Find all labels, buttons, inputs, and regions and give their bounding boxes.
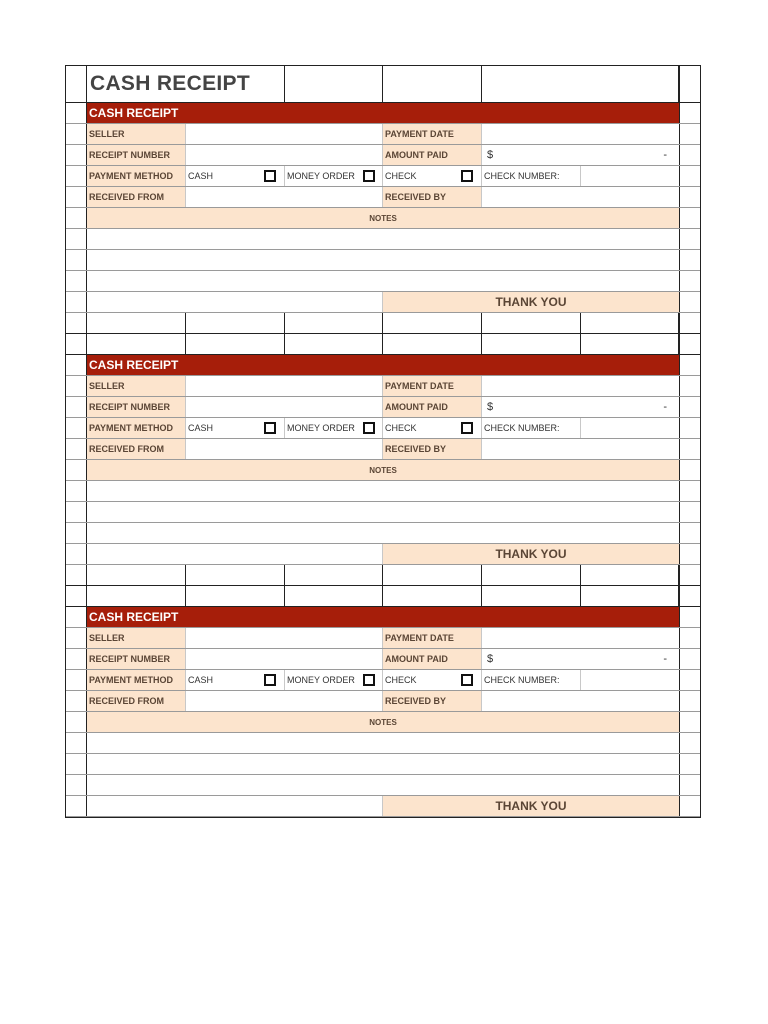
spacer-cell	[383, 334, 482, 354]
payment-date-field[interactable]	[482, 628, 679, 648]
notes-line-row	[66, 775, 700, 796]
check-number-label: CHECK NUMBER:	[482, 418, 581, 438]
spacer-cell	[383, 586, 482, 606]
right-margin-cell	[679, 775, 700, 795]
left-margin-cell	[66, 733, 87, 753]
spacer-cell	[285, 565, 383, 585]
cash-option	[186, 670, 285, 690]
left-margin-cell	[66, 355, 87, 375]
payment-date-field[interactable]	[482, 376, 679, 396]
seller-field[interactable]	[186, 628, 383, 648]
received-from-field[interactable]	[186, 187, 383, 207]
receipt-number-row	[66, 145, 700, 166]
left-margin-cell	[66, 523, 87, 543]
receipt-number-field[interactable]	[186, 145, 383, 165]
check-number-label: CHECK NUMBER:	[482, 166, 581, 186]
received-from-field[interactable]	[186, 439, 383, 459]
notes-line-row	[66, 733, 700, 754]
payment-method-row	[66, 418, 700, 439]
money-order-checkbox[interactable]	[363, 674, 375, 686]
amount-value: -	[663, 653, 667, 665]
left-margin-cell	[66, 418, 87, 438]
received-row	[66, 439, 700, 460]
left-margin-cell	[66, 460, 87, 480]
left-margin-cell	[66, 565, 87, 585]
money-order-option-label: MONEY ORDER	[287, 171, 355, 181]
received-from-field[interactable]	[186, 691, 383, 711]
right-margin-cell	[679, 712, 700, 732]
receipt-sheet	[65, 65, 701, 818]
receipt-header: CASH RECEIPT	[87, 103, 679, 123]
right-margin-cell	[679, 649, 700, 669]
right-margin-cell	[679, 544, 700, 564]
right-margin-cell	[679, 628, 700, 648]
notes-line[interactable]	[87, 229, 679, 249]
spacer-cell	[581, 586, 679, 606]
right-margin-cell	[679, 670, 700, 690]
seller-field[interactable]	[186, 124, 383, 144]
amount-paid-field[interactable]	[482, 397, 679, 417]
left-margin-cell	[66, 124, 87, 144]
left-margin-cell	[66, 145, 87, 165]
left-margin-cell	[66, 66, 87, 102]
cash-checkbox[interactable]	[264, 674, 276, 686]
money-order-option	[285, 670, 383, 690]
notes-line-row	[66, 271, 700, 292]
notes-line[interactable]	[87, 733, 679, 753]
amount-paid-field[interactable]	[482, 145, 679, 165]
amount-paid-field[interactable]	[482, 649, 679, 669]
notes-header-row	[66, 712, 700, 733]
amount-value: -	[663, 401, 667, 413]
spacer-cell	[87, 586, 186, 606]
left-margin-cell	[66, 670, 87, 690]
payment-date-field[interactable]	[482, 124, 679, 144]
seller-row	[66, 124, 700, 145]
thank-you-row	[66, 796, 700, 817]
notes-line-row	[66, 229, 700, 250]
seller-label: SELLER	[87, 124, 186, 144]
thank-you-text: THANK YOU	[383, 544, 679, 564]
notes-line-row	[66, 523, 700, 544]
right-margin-cell	[679, 334, 700, 354]
right-margin-cell	[679, 796, 700, 816]
seller-label: SELLER	[87, 628, 186, 648]
right-margin-cell	[679, 250, 700, 270]
payment-date-label: PAYMENT DATE	[383, 628, 482, 648]
receipt-number-label: RECEIPT NUMBER	[87, 397, 186, 417]
spacer-cell	[482, 334, 581, 354]
received-by-label: RECEIVED BY	[383, 691, 482, 711]
left-margin-cell	[66, 607, 87, 627]
right-margin-cell	[679, 523, 700, 543]
right-margin-cell	[679, 586, 700, 606]
money-order-option-label: MONEY ORDER	[287, 423, 355, 433]
left-margin-cell	[66, 481, 87, 501]
title-blank-cell	[383, 66, 482, 102]
check-option-label: CHECK	[385, 675, 417, 685]
left-margin-cell	[66, 229, 87, 249]
spacer-row	[66, 313, 700, 334]
notes-line-row	[66, 754, 700, 775]
payment-date-label: PAYMENT DATE	[383, 124, 482, 144]
right-margin-cell	[679, 355, 700, 375]
left-margin-cell	[66, 796, 87, 816]
received-by-field[interactable]	[482, 439, 679, 459]
notes-header-row	[66, 208, 700, 229]
title-blank-cell	[482, 66, 679, 102]
receipt-number-label: RECEIPT NUMBER	[87, 649, 186, 669]
payment-method-row	[66, 670, 700, 691]
receipt-header-row	[66, 103, 700, 124]
right-margin-cell	[679, 376, 700, 396]
right-margin-cell	[679, 103, 700, 123]
right-margin-cell	[679, 439, 700, 459]
notes-line[interactable]	[87, 250, 679, 270]
left-margin-cell	[66, 439, 87, 459]
receipt-number-field[interactable]	[186, 397, 383, 417]
payment-method-label: PAYMENT METHOD	[87, 670, 186, 690]
cash-option	[186, 166, 285, 186]
receipt-number-row	[66, 397, 700, 418]
notes-line-row	[66, 250, 700, 271]
blank-cell	[87, 292, 383, 312]
amount-paid-label: AMOUNT PAID	[383, 649, 482, 669]
spacer-cell	[186, 586, 285, 606]
payment-method-label: PAYMENT METHOD	[87, 418, 186, 438]
right-margin-cell	[679, 271, 700, 291]
money-order-checkbox[interactable]	[363, 170, 375, 182]
left-margin-cell	[66, 544, 87, 564]
spacer-cell	[285, 334, 383, 354]
check-checkbox[interactable]	[461, 674, 473, 686]
check-number-field[interactable]	[581, 670, 679, 690]
seller-field[interactable]	[186, 376, 383, 396]
left-margin-cell	[66, 208, 87, 228]
cash-option-label: CASH	[188, 675, 214, 685]
right-margin-cell	[679, 418, 700, 438]
left-margin-cell	[66, 712, 87, 732]
notes-line[interactable]	[87, 502, 679, 522]
right-margin-cell	[679, 208, 700, 228]
payment-method-label: PAYMENT METHOD	[87, 166, 186, 186]
check-number-label: CHECK NUMBER:	[482, 670, 581, 690]
page-title: CASH RECEIPT	[87, 66, 285, 102]
spacer-cell	[87, 334, 186, 354]
payment-date-label: PAYMENT DATE	[383, 376, 482, 396]
receipt-header-row	[66, 607, 700, 628]
notes-label: NOTES	[87, 460, 679, 480]
received-from-label: RECEIVED FROM	[87, 691, 186, 711]
notes-label: NOTES	[87, 208, 679, 228]
right-margin-cell	[679, 460, 700, 480]
cash-checkbox[interactable]	[264, 422, 276, 434]
check-checkbox[interactable]	[461, 422, 473, 434]
currency-symbol: $	[487, 401, 494, 413]
notes-line[interactable]	[87, 523, 679, 543]
cash-option	[186, 418, 285, 438]
check-number-field[interactable]	[581, 418, 679, 438]
spacer-cell	[87, 565, 186, 585]
right-margin-cell	[679, 124, 700, 144]
spacer-cell	[186, 313, 285, 333]
received-from-label: RECEIVED FROM	[87, 439, 186, 459]
spacer-cell	[482, 565, 581, 585]
left-margin-cell	[66, 334, 87, 354]
check-option	[383, 418, 482, 438]
left-margin-cell	[66, 292, 87, 312]
received-row	[66, 187, 700, 208]
money-order-checkbox[interactable]	[363, 422, 375, 434]
right-margin-cell	[679, 145, 700, 165]
cash-option-label: CASH	[188, 423, 214, 433]
amount-value: -	[663, 149, 667, 161]
blank-cell	[87, 796, 383, 816]
left-margin-cell	[66, 691, 87, 711]
left-margin-cell	[66, 628, 87, 648]
thank-you-row	[66, 544, 700, 565]
spacer-cell	[581, 334, 679, 354]
received-by-label: RECEIVED BY	[383, 187, 482, 207]
spacer-cell	[186, 565, 285, 585]
notes-line[interactable]	[87, 481, 679, 501]
amount-paid-label: AMOUNT PAID	[383, 397, 482, 417]
right-margin-cell	[679, 502, 700, 522]
money-order-option	[285, 418, 383, 438]
notes-header-row	[66, 460, 700, 481]
spacer-row	[66, 334, 700, 355]
left-margin-cell	[66, 187, 87, 207]
spacer-cell	[482, 586, 581, 606]
receipt-header: CASH RECEIPT	[87, 355, 679, 375]
seller-row	[66, 628, 700, 649]
check-number-field[interactable]	[581, 166, 679, 186]
cash-option-label: CASH	[188, 171, 214, 181]
spacer-cell	[87, 313, 186, 333]
right-margin-cell	[679, 691, 700, 711]
receipt-number-row	[66, 649, 700, 670]
received-row	[66, 691, 700, 712]
spacer-row	[66, 565, 700, 586]
spacer-cell	[482, 313, 581, 333]
thank-you-text: THANK YOU	[383, 292, 679, 312]
money-order-option-label: MONEY ORDER	[287, 675, 355, 685]
left-margin-cell	[66, 754, 87, 774]
spacer-cell	[285, 313, 383, 333]
cash-checkbox[interactable]	[264, 170, 276, 182]
left-margin-cell	[66, 502, 87, 522]
right-margin-cell	[679, 66, 700, 102]
left-margin-cell	[66, 376, 87, 396]
spacer-cell	[581, 313, 679, 333]
right-margin-cell	[679, 607, 700, 627]
notes-line-row	[66, 481, 700, 502]
spacer-cell	[285, 586, 383, 606]
check-checkbox[interactable]	[461, 170, 473, 182]
check-option	[383, 166, 482, 186]
left-margin-cell	[66, 586, 87, 606]
left-margin-cell	[66, 775, 87, 795]
spacer-cell	[581, 565, 679, 585]
right-margin-cell	[679, 229, 700, 249]
spacer-cell	[383, 565, 482, 585]
seller-row	[66, 376, 700, 397]
title-blank-cell	[285, 66, 383, 102]
right-margin-cell	[679, 397, 700, 417]
left-margin-cell	[66, 313, 87, 333]
right-margin-cell	[679, 292, 700, 312]
check-option-label: CHECK	[385, 423, 417, 433]
received-by-label: RECEIVED BY	[383, 439, 482, 459]
spacer-row	[66, 586, 700, 607]
left-margin-cell	[66, 649, 87, 669]
payment-method-row	[66, 166, 700, 187]
notes-line[interactable]	[87, 754, 679, 774]
spacer-cell	[383, 313, 482, 333]
left-margin-cell	[66, 250, 87, 270]
left-margin-cell	[66, 397, 87, 417]
title-row	[66, 66, 700, 103]
right-margin-cell	[679, 166, 700, 186]
spacer-cell	[186, 334, 285, 354]
right-margin-cell	[679, 565, 700, 585]
notes-label: NOTES	[87, 712, 679, 732]
currency-symbol: $	[487, 653, 494, 665]
blank-cell	[87, 544, 383, 564]
amount-paid-label: AMOUNT PAID	[383, 145, 482, 165]
notes-line[interactable]	[87, 271, 679, 291]
right-margin-cell	[679, 313, 700, 333]
left-margin-cell	[66, 166, 87, 186]
thank-you-row	[66, 292, 700, 313]
receipt-header: CASH RECEIPT	[87, 607, 679, 627]
received-by-field[interactable]	[482, 691, 679, 711]
left-margin-cell	[66, 271, 87, 291]
money-order-option	[285, 166, 383, 186]
thank-you-text: THANK YOU	[383, 796, 679, 816]
notes-line[interactable]	[87, 775, 679, 795]
notes-line-row	[66, 502, 700, 523]
received-from-label: RECEIVED FROM	[87, 187, 186, 207]
receipt-header-row	[66, 355, 700, 376]
right-margin-cell	[679, 754, 700, 774]
right-margin-cell	[679, 733, 700, 753]
receipt-number-label: RECEIPT NUMBER	[87, 145, 186, 165]
seller-label: SELLER	[87, 376, 186, 396]
check-option	[383, 670, 482, 690]
receipt-number-field[interactable]	[186, 649, 383, 669]
right-margin-cell	[679, 187, 700, 207]
check-option-label: CHECK	[385, 171, 417, 181]
left-margin-cell	[66, 103, 87, 123]
received-by-field[interactable]	[482, 187, 679, 207]
currency-symbol: $	[487, 149, 494, 161]
right-margin-cell	[679, 481, 700, 501]
